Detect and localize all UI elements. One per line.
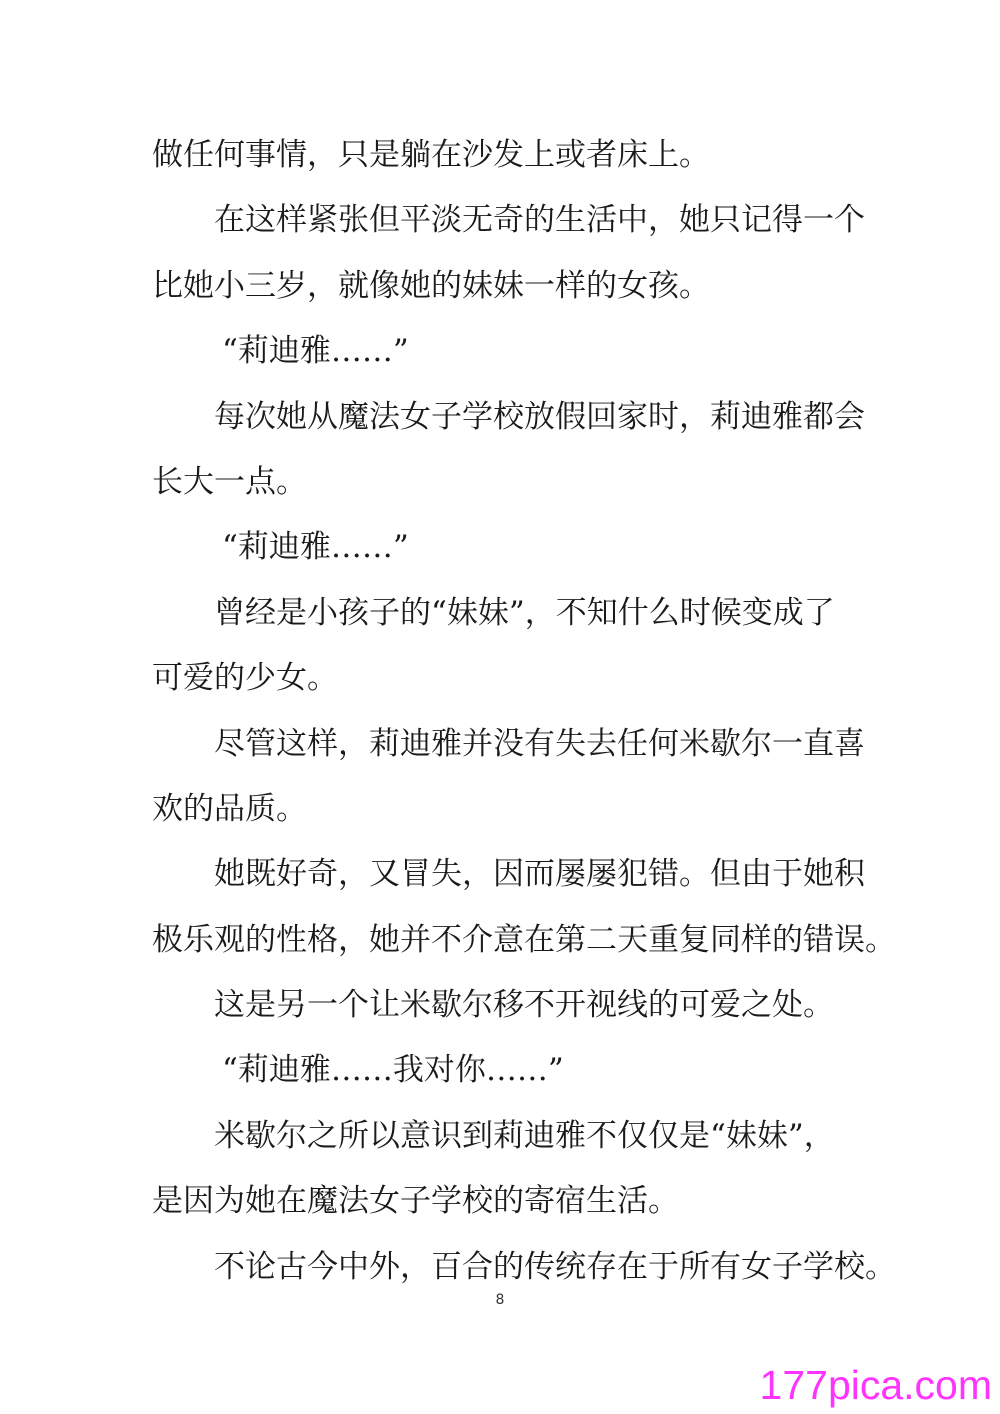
text-line: 长大一点。 — [152, 463, 307, 500]
text-line: 可爱的少女。 — [152, 660, 338, 697]
text-line: 比她小三岁，就像她的妹妹一样的女孩。 — [152, 267, 710, 304]
page-number: 8 — [495, 1292, 505, 1308]
dialog-line: “莉迪雅……” — [222, 333, 409, 370]
text-line: 这是另一个让米歇尔移不开视线的可爱之处。 — [214, 987, 834, 1024]
dialog-line: “莉迪雅……我对你……” — [222, 1052, 564, 1089]
text-line: 每次她从魔法女子学校放假回家时，莉迪雅都会 — [214, 398, 865, 435]
text-body — [152, 126, 896, 1303]
text-line: 做任何事情，只是躺在沙发上或者床上。 — [152, 137, 710, 173]
dialog-line: “莉迪雅……” — [222, 529, 409, 566]
watermark-text: 177pica.com — [759, 1362, 992, 1408]
text-line: 在这样紧张但平淡无奇的生活中，她只记得一个 — [214, 202, 865, 239]
text-line: 欢的品质。 — [152, 790, 307, 827]
text-line: 米歇尔之所以意识到莉迪雅不仅仅是“妹妹”， — [214, 1117, 835, 1154]
text-line: 不论古今中外，百合的传统存在于所有女子学校。 — [214, 1248, 896, 1285]
text-line: 曾经是小孩子的“妹妹”，不知什么时候变成了 — [214, 594, 835, 631]
text-line: 尽管这样，莉迪雅并没有失去任何米歇尔一直喜 — [214, 725, 865, 762]
text-line: 是因为她在魔法女子学校的寄宿生活。 — [152, 1183, 679, 1220]
text-line: 她既好奇，又冒失，因而屡屡犯错。但由于她积 — [214, 856, 865, 893]
text-line: 极乐观的性格，她并不介意在第二天重复同样的错误。 — [152, 921, 896, 958]
